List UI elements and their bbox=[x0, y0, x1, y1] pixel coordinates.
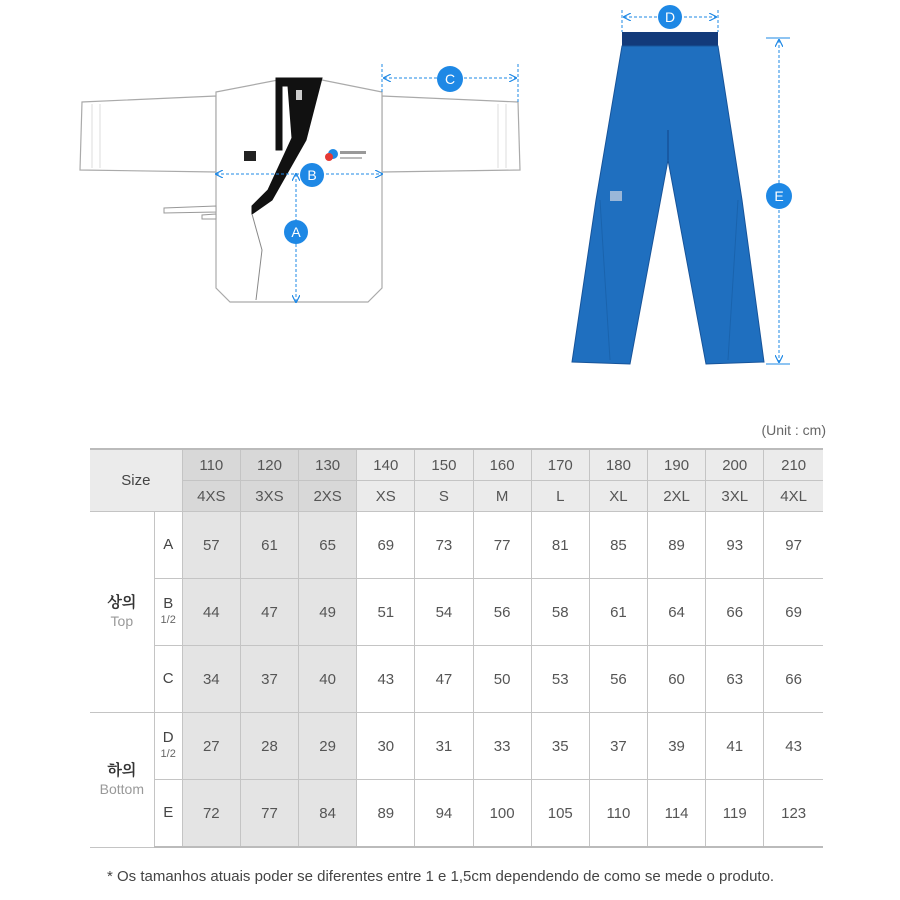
value-cell: 89 bbox=[647, 512, 705, 579]
value-cell: 66 bbox=[706, 579, 764, 646]
size-code-cell: 3XS bbox=[240, 481, 298, 512]
value-cell: 37 bbox=[589, 713, 647, 780]
garment-illustration bbox=[0, 0, 900, 410]
size-code-cell: 2XS bbox=[299, 481, 357, 512]
half-note: 1/2 bbox=[160, 614, 176, 626]
size-code-cell: 4XS bbox=[182, 481, 240, 512]
value-cell: 50 bbox=[473, 646, 531, 713]
value-cell: 53 bbox=[531, 646, 589, 713]
row-letter-text: D bbox=[162, 729, 174, 746]
value-cell: 63 bbox=[706, 646, 764, 713]
size-label: Size bbox=[90, 449, 182, 512]
value-cell: 93 bbox=[706, 512, 764, 579]
height-cell: 150 bbox=[415, 449, 473, 481]
value-cell: 37 bbox=[240, 646, 298, 713]
table-row-c bbox=[90, 646, 823, 713]
top-group-label bbox=[90, 512, 154, 713]
jacket-right-sleeve bbox=[382, 96, 520, 172]
value-cell: 110 bbox=[589, 780, 647, 848]
height-cell: 140 bbox=[357, 449, 415, 481]
value-cell: 61 bbox=[240, 512, 298, 579]
marker-b bbox=[300, 163, 324, 187]
value-cell: 69 bbox=[764, 579, 823, 646]
bottom-group-english: Bottom bbox=[99, 780, 145, 797]
height-cell: 130 bbox=[299, 449, 357, 481]
value-cell: 64 bbox=[647, 579, 705, 646]
value-cell: 56 bbox=[589, 646, 647, 713]
value-cell: 29 bbox=[299, 713, 357, 780]
table-row-e bbox=[90, 780, 823, 848]
table-row-b bbox=[90, 579, 823, 646]
jacket-brand-logo bbox=[244, 151, 256, 161]
value-cell: 100 bbox=[473, 780, 531, 848]
size-code-cell: XS bbox=[357, 481, 415, 512]
value-cell: 47 bbox=[240, 579, 298, 646]
marker-d bbox=[658, 5, 682, 29]
value-cell: 85 bbox=[589, 512, 647, 579]
jacket-drawing bbox=[80, 78, 520, 302]
top-group-korean: 상의 bbox=[107, 594, 137, 611]
marker-d-label: D bbox=[664, 9, 676, 25]
value-cell: 44 bbox=[182, 579, 240, 646]
height-cell: 210 bbox=[764, 449, 823, 481]
value-cell: 56 bbox=[473, 579, 531, 646]
top-group-english: Top bbox=[110, 613, 134, 629]
value-cell: 65 bbox=[299, 512, 357, 579]
value-cell: 51 bbox=[357, 579, 415, 646]
height-cell: 120 bbox=[240, 449, 298, 481]
table-row-d bbox=[90, 713, 823, 780]
size-code-cell: 4XL bbox=[764, 481, 823, 512]
value-cell: 30 bbox=[357, 713, 415, 780]
value-cell: 66 bbox=[764, 646, 823, 713]
height-cell: 190 bbox=[647, 449, 705, 481]
value-cell: 77 bbox=[240, 780, 298, 848]
table-row-a bbox=[90, 512, 823, 579]
bottom-group-korean: 하의 bbox=[107, 761, 137, 779]
value-cell: 35 bbox=[531, 713, 589, 780]
marker-b-label: B bbox=[307, 167, 317, 183]
marker-a bbox=[284, 220, 308, 244]
value-cell: 77 bbox=[473, 512, 531, 579]
value-cell: 47 bbox=[415, 646, 473, 713]
pants-brand-logo bbox=[610, 191, 622, 201]
header-row-heights bbox=[90, 449, 823, 481]
marker-c bbox=[437, 66, 463, 92]
value-cell: 40 bbox=[299, 646, 357, 713]
value-cell: 39 bbox=[647, 713, 705, 780]
half-note: 1/2 bbox=[160, 748, 176, 760]
value-cell: 49 bbox=[299, 579, 357, 646]
value-cell: 114 bbox=[647, 780, 705, 848]
value-cell: 54 bbox=[415, 579, 473, 646]
value-cell: 73 bbox=[415, 512, 473, 579]
size-code-cell: 3XL bbox=[706, 481, 764, 512]
value-cell: 123 bbox=[764, 780, 823, 848]
size-code-cell: S bbox=[415, 481, 473, 512]
row-letter: E bbox=[154, 780, 182, 848]
size-code-cell: XL bbox=[589, 481, 647, 512]
value-cell: 89 bbox=[357, 780, 415, 848]
value-cell: 61 bbox=[589, 579, 647, 646]
value-cell: 94 bbox=[415, 780, 473, 848]
height-cell: 170 bbox=[531, 449, 589, 481]
row-letter-text: B bbox=[163, 595, 174, 612]
row-letter: A bbox=[154, 512, 182, 579]
value-cell: 58 bbox=[531, 579, 589, 646]
value-cell: 57 bbox=[182, 512, 240, 579]
marker-e bbox=[766, 183, 792, 209]
height-cell: 180 bbox=[589, 449, 647, 481]
height-cell: 200 bbox=[706, 449, 764, 481]
value-cell: 105 bbox=[531, 780, 589, 848]
height-cell: 160 bbox=[473, 449, 531, 481]
row-letter: C bbox=[154, 646, 182, 713]
value-cell: 28 bbox=[240, 713, 298, 780]
value-cell: 60 bbox=[647, 646, 705, 713]
value-cell: 33 bbox=[473, 713, 531, 780]
row-letter bbox=[154, 713, 182, 780]
value-cell: 97 bbox=[764, 512, 823, 579]
marker-a-label: A bbox=[291, 224, 301, 240]
value-cell: 84 bbox=[299, 780, 357, 848]
value-cell: 31 bbox=[415, 713, 473, 780]
size-chart-table bbox=[90, 448, 823, 848]
size-code-cell: M bbox=[473, 481, 531, 512]
marker-e-label: E bbox=[774, 188, 784, 204]
footnote: * Os tamanhos atuais poder se diferentes entre 1 e 1,5cm dependendo de como se mede o produto. bbox=[107, 868, 775, 885]
value-cell: 72 bbox=[182, 780, 240, 848]
unit-note: (Unit : cm) bbox=[761, 422, 826, 438]
size-code-cell: L bbox=[531, 481, 589, 512]
pants-drawing bbox=[572, 32, 764, 364]
value-cell: 81 bbox=[531, 512, 589, 579]
value-cell: 27 bbox=[182, 713, 240, 780]
bottom-group-label bbox=[90, 713, 154, 848]
value-cell: 43 bbox=[764, 713, 823, 780]
value-cell: 69 bbox=[357, 512, 415, 579]
value-cell: 43 bbox=[357, 646, 415, 713]
value-cell: 119 bbox=[706, 780, 764, 848]
value-cell: 34 bbox=[182, 646, 240, 713]
header-row-size-codes bbox=[90, 481, 823, 512]
row-letter bbox=[154, 579, 182, 646]
height-cell: 110 bbox=[182, 449, 240, 481]
value-cell: 41 bbox=[706, 713, 764, 780]
marker-c-label: C bbox=[444, 71, 456, 87]
size-code-cell: 2XL bbox=[647, 481, 705, 512]
